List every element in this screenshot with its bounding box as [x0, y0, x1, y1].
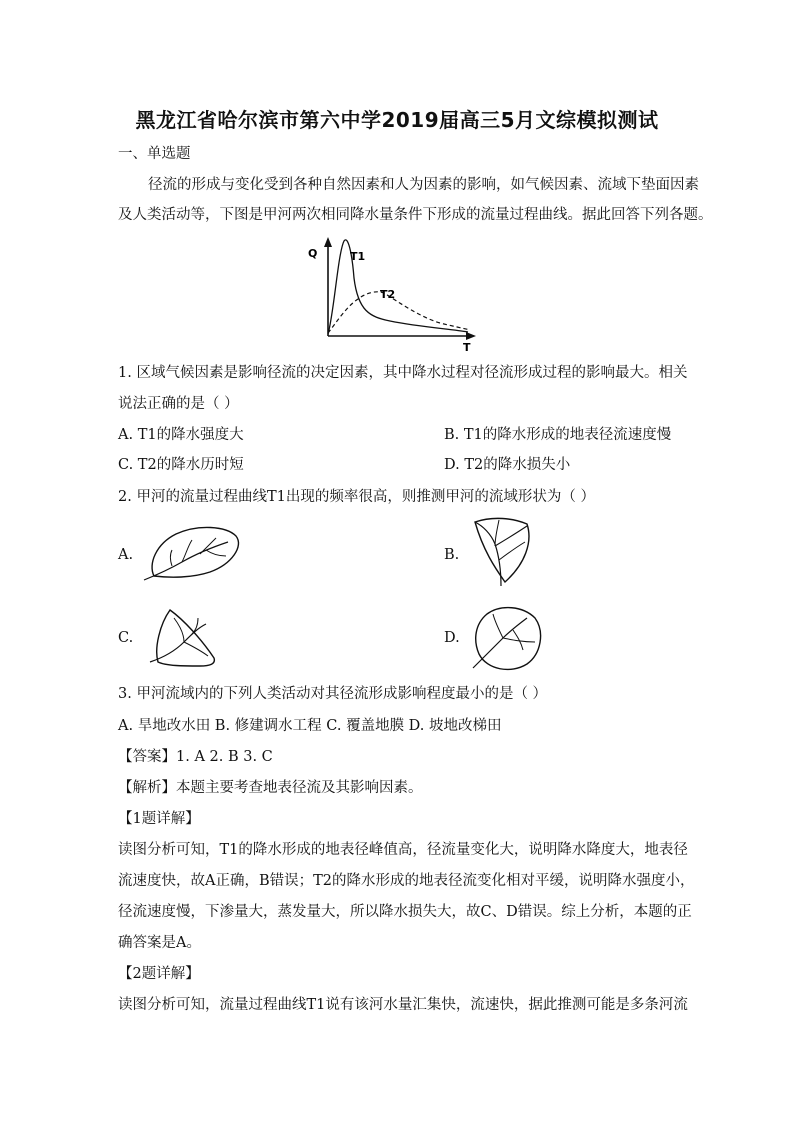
- t2-label: T2: [380, 288, 396, 301]
- q1-option-a: A. T1的降水强度大: [118, 427, 244, 443]
- detail-1-line-1: 读图分析可知，T1的降水形成的地表径峰值高，径流量变化大，说明降水降度大，地表径: [118, 842, 688, 858]
- fan-basin-icon: [465, 512, 545, 590]
- x-axis-arrow: [466, 332, 476, 340]
- elongated-basin-icon: [140, 518, 250, 588]
- page-title: 黑龙江省哈尔滨市第六中学2019届高三5月文综模拟测试: [135, 108, 659, 132]
- detail-2-line-1: 读图分析可知，流量过程曲线T1说有该河水量汇集快，流速快，据此推测可能是多条河流: [118, 997, 688, 1013]
- t2-curve: [328, 292, 470, 333]
- analysis-line: 【解析】本题主要考查地表径流及其影响因素。: [118, 780, 423, 796]
- detail-1-line-4: 确答案是A。: [118, 935, 201, 951]
- flow-process-figure: [300, 233, 490, 353]
- q2-option-b-figure: [465, 512, 545, 590]
- detail-1-line-2: 流速度快，故A正确，B错误；T2的降水形成的地表径流变化相对平缓，说明降水强度小，: [118, 873, 695, 889]
- detail-1-heading: 【1题详解】: [118, 811, 200, 827]
- q3-stem: 3. 甲河流域内的下列人类活动对其径流形成影响程度最小的是（ ）: [118, 686, 548, 702]
- detail-1-line-3: 径流速度慢，下渗量大，蒸发量大，所以降水损失大，故C、D错误。综上分析，本题的正: [118, 904, 692, 920]
- q1-stem-line-2: 说法正确的是（ ）: [118, 396, 239, 412]
- section-heading: 一、单选题: [118, 146, 191, 162]
- q1-option-c: C. T2的降水历时短: [118, 457, 244, 473]
- q2-option-b-label: B.: [444, 547, 460, 563]
- q2-option-a-label: A.: [118, 547, 134, 563]
- q1-stem-line-1: 1. 区域气候因素是影响径流的决定因素，其中降水过程对径流形成过程的影响最大。相关: [118, 365, 688, 381]
- q2-option-d-figure: [465, 600, 550, 678]
- q1-option-d: D. T2的降水损失小: [444, 457, 571, 473]
- triangle-basin-icon: [140, 604, 225, 674]
- intro-line-2: 及人类活动等，下图是甲河两次相同降水量条件下形成的流量过程曲线。据此回答下列各题。: [118, 207, 713, 223]
- q2-option-d-label: D.: [444, 630, 460, 646]
- x-axis-label: T: [463, 341, 471, 353]
- q2-stem: 2. 甲河的流量过程曲线T1出现的频率很高，则推测甲河的流域形状为（ ）: [118, 489, 595, 505]
- detail-2-heading: 【2题详解】: [118, 966, 200, 982]
- round-basin-icon: [465, 600, 550, 678]
- q2-option-a-figure: [140, 518, 250, 588]
- t1-label: T1: [350, 250, 366, 263]
- q2-option-c-figure: [140, 604, 225, 674]
- q3-options: A. 旱地改水田 B. 修建调水工程 C. 覆盖地膜 D. 坡地改梯田: [118, 718, 502, 734]
- q1-option-b: B. T1的降水形成的地表径流速度慢: [444, 427, 672, 443]
- answer-line: 【答案】1. A 2. B 3. C: [118, 749, 273, 765]
- q2-option-c-label: C.: [118, 630, 134, 646]
- y-axis-label: Q: [308, 247, 318, 260]
- flow-curve-chart: [300, 233, 490, 353]
- y-axis-arrow: [324, 237, 332, 247]
- t1-curve: [328, 240, 468, 334]
- intro-line-1: 径流的形成与变化受到各种自然因素和人为因素的影响，如气候因素、流域下垫面因素: [148, 177, 699, 193]
